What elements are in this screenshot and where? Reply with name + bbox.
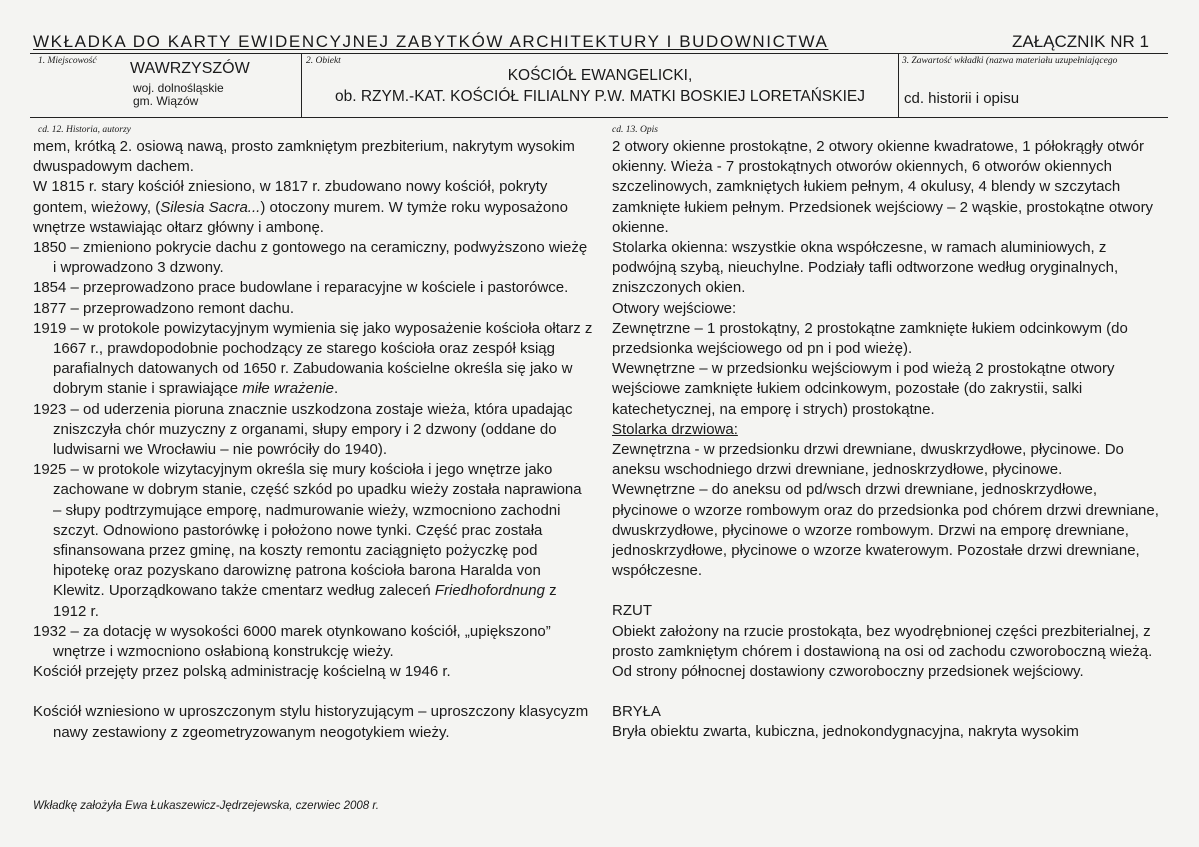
history-caption: cd. 12. Historia, autorzy [38, 125, 131, 135]
history-style: Kościół wzniesiono w uproszczonym stylu historyzującym – uproszczony klasycyzm nawy zestawiony z zgeometryzowanym neogotykiem wieży. [33, 703, 589, 741]
history-1919: 1919 – w protokole powizytacyjnym wymienia się jako wyposażenie kościoła ołtarz z 1667 r., prawdopodobnie pochodzący ze starego kościoła oraz zespół ksiąg parafialnych datowanych od 1650 r. Zabudowania kościelne określa się jako w dobrym stanie i sprawiające miłe wrażenie. [33, 319, 593, 398]
desc-doors-heading: Stolarka drzwiowa: [612, 420, 738, 438]
history-1850: 1850 – zmieniono pokrycie dachu z gontowego na ceramiczny, podwyższono wieżę i wprowadzono 3 dzwony. [33, 239, 588, 277]
desc-plan-heading: RZUT [612, 602, 652, 620]
location-value: WAWRZYSZÓW [130, 60, 250, 77]
history-para-1815: W 1815 r. stary kościół zniesiono, w 1817 r. zbudowano nowy kościół, pokryty gontem, wieżowy, (Silesia Sacra...) otoczony murem. W tymże roku wyposażono wnętrze wstawiając ołtarz główny i ambonę. [33, 178, 568, 236]
paragraph-gap [33, 682, 593, 702]
desc-doors-ext: Zewnętrzna - w przedsionku drzwi drewniane, dwuskrzydłowe, płycinowe. Do aneksu wschodniego drzwi drewniane, jednoskrzydłowe, płycinowe. [612, 441, 1124, 479]
description-column [612, 137, 1161, 743]
header-top-rule [30, 53, 1168, 54]
desc-windows: Stolarka okienna: wszystkie okna współczesne, w ramach aluminiowych, z podwójną szybą, nieuchylne. Podziały tafli odtworzone według oryginalnych, zniszczonych okien. [612, 239, 1119, 297]
history-1923: 1923 – od uderzenia pioruna znacznie uszkodzona zostaje wieża, która upadając zniszczyła chór muzyczny z organami, słupy empory i 2 dzwony (oddane do ludwisarni we Wrocławiu – nie powróciły do 1940). [33, 400, 573, 459]
voivodeship: woj. dolnośląskie [133, 81, 224, 95]
history-1946: Kościół przejęty przez polską administrację kościelną w 1946 r. [33, 663, 451, 681]
history-1877: 1877 – przeprowadzono remont dachu. [33, 299, 295, 317]
desc-plan-text: Obiekt założony na rzucie prostokąta, bez wyodrębnionej części prezbiterialnej, z prosto zamkniętym chórem i dostawioną na osi od zachodu czworoboczną wieżą. Od strony północnej dostawiony czworoboczny przedsionek wejściowy. [612, 622, 1153, 681]
desc-doors-int: Wewnętrzne – do aneksu od pd/wsch drzwi drewniane, jednoskrzydłowe, płycinowe o wzorze rombowym oraz do przedsionka pod chórem drzwi drewniane, dwuskrzydłowe, płycinowe o wzorze rombowym. Drzwi na emporę drewniane, jednoskrzydłowe, płycinowe o wzorze kwaterowym. Pozostałe drzwi drewniane, współczesne. [612, 481, 1159, 580]
header-divider-1 [301, 53, 302, 118]
desc-entrances-ext: Zewnętrzne – 1 prostokątny, 2 prostokątne zamknięte łukiem odcinkowym (do przedsionka wejściowego od pn i pod wieżę). [612, 319, 1128, 358]
desc-entrances-int: Wewnętrzne – w przedsionku wejściowym i pod wieżą 2 prostokątne otwory wejściowe zamknięte łukiem odcinkowym, pozostałe (do zakrystii, salki katechetycznej, na emporę i strych) prostokątne. [612, 360, 1115, 418]
object-caption: 2. Obiekt [306, 56, 341, 66]
location-caption: 1. Miejscowość [38, 56, 97, 66]
annex-label: ZAŁĄCZNIK NR 1 [1012, 32, 1149, 51]
paragraph-gap [612, 581, 1161, 601]
description-caption: cd. 13. Opis [612, 125, 658, 135]
history-1932: 1932 – za dotację w wysokości 6000 marek otynkowano kościół, „upiększono” wnętrze i wzmocniono osłabioną konstrukcję wieży. [33, 622, 551, 661]
commune: gm. Wiązów [133, 94, 199, 108]
header-divider-2 [898, 53, 899, 118]
desc-openings: 2 otwory okienne prostokątne, 2 otwory okienne kwadratowe, 1 półokrągły otwór okienny. Wieża - 7 prostokątnych otworów okiennych, 6 otworów okiennych szczelinowych, zamkniętych łukiem pełnym, 4 okulusy, 4 blendy w szczytach zamknięte łukiem pełnym. Przedsionek wejściowy – 2 wąskie, prostokątne otwory okienne. [612, 138, 1154, 236]
history-1854: 1854 – przeprowadzono prace budowlane i reparacyjne w kościele i pastorówce. [33, 279, 569, 297]
object-name-line2: ob. RZYM.-KAT. KOŚCIÓŁ FILIALNY P.W. MATKI BOSKIEJ LORETAŃSKIEJ [334, 88, 865, 105]
contents-value: cd. historii i opisu [904, 90, 1020, 107]
desc-mass-heading: BRYŁA [612, 703, 661, 721]
object-name-line1: KOŚCIÓŁ EWANGELICKI, [507, 67, 693, 84]
history-column [33, 137, 593, 743]
history-para-intro: mem, krótką 2. osiową nawą, prosto zamkniętym prezbiterium, nakrytym wysokim dwuspadowym dachem. [33, 138, 575, 176]
header-bottom-rule [30, 117, 1168, 118]
desc-mass-text: Bryła obiektu zwarta, kubiczna, jednokondygnacyjna, nakryta wysokim [612, 723, 1079, 741]
paragraph-gap [612, 682, 1161, 702]
desc-entrances-heading: Otwory wejściowe: [612, 299, 737, 317]
contents-caption: 3. Zawartość wkładki (nazwa materiału uzupełniającego [902, 56, 1118, 66]
author-footer: Wkładkę założyła Ewa Łukaszewicz-Jędrzejewska, czerwiec 2008 r. [33, 800, 379, 812]
form-title: WKŁADKA DO KARTY EWIDENCYJNEJ ZABYTKÓW ARCHITEKTURY I BUDOWNICTWA [33, 32, 829, 51]
history-1925: 1925 – w protokole wizytacyjnym określa się mury kościoła i jego wnętrze jako zachowane w dobrym stanie, część szkód po upadku wieży została naprawiona – słupy podtrzymujące emporę, nadmurowanie wieży, wzmocniono zachodni szczyt. Odnowiono pastorówkę i położono nowe tynki. Część prac została sfinansowana przez gminę, na koszty remontu zaciągnięto pożyczkę pod hipotekę oraz pozyskano darowiznę patrona kościoła barona Haralda von Klewitz. Uporządkowano także cmentarz według zaleceń Friedhofordnung z 1912 r. [33, 461, 582, 620]
